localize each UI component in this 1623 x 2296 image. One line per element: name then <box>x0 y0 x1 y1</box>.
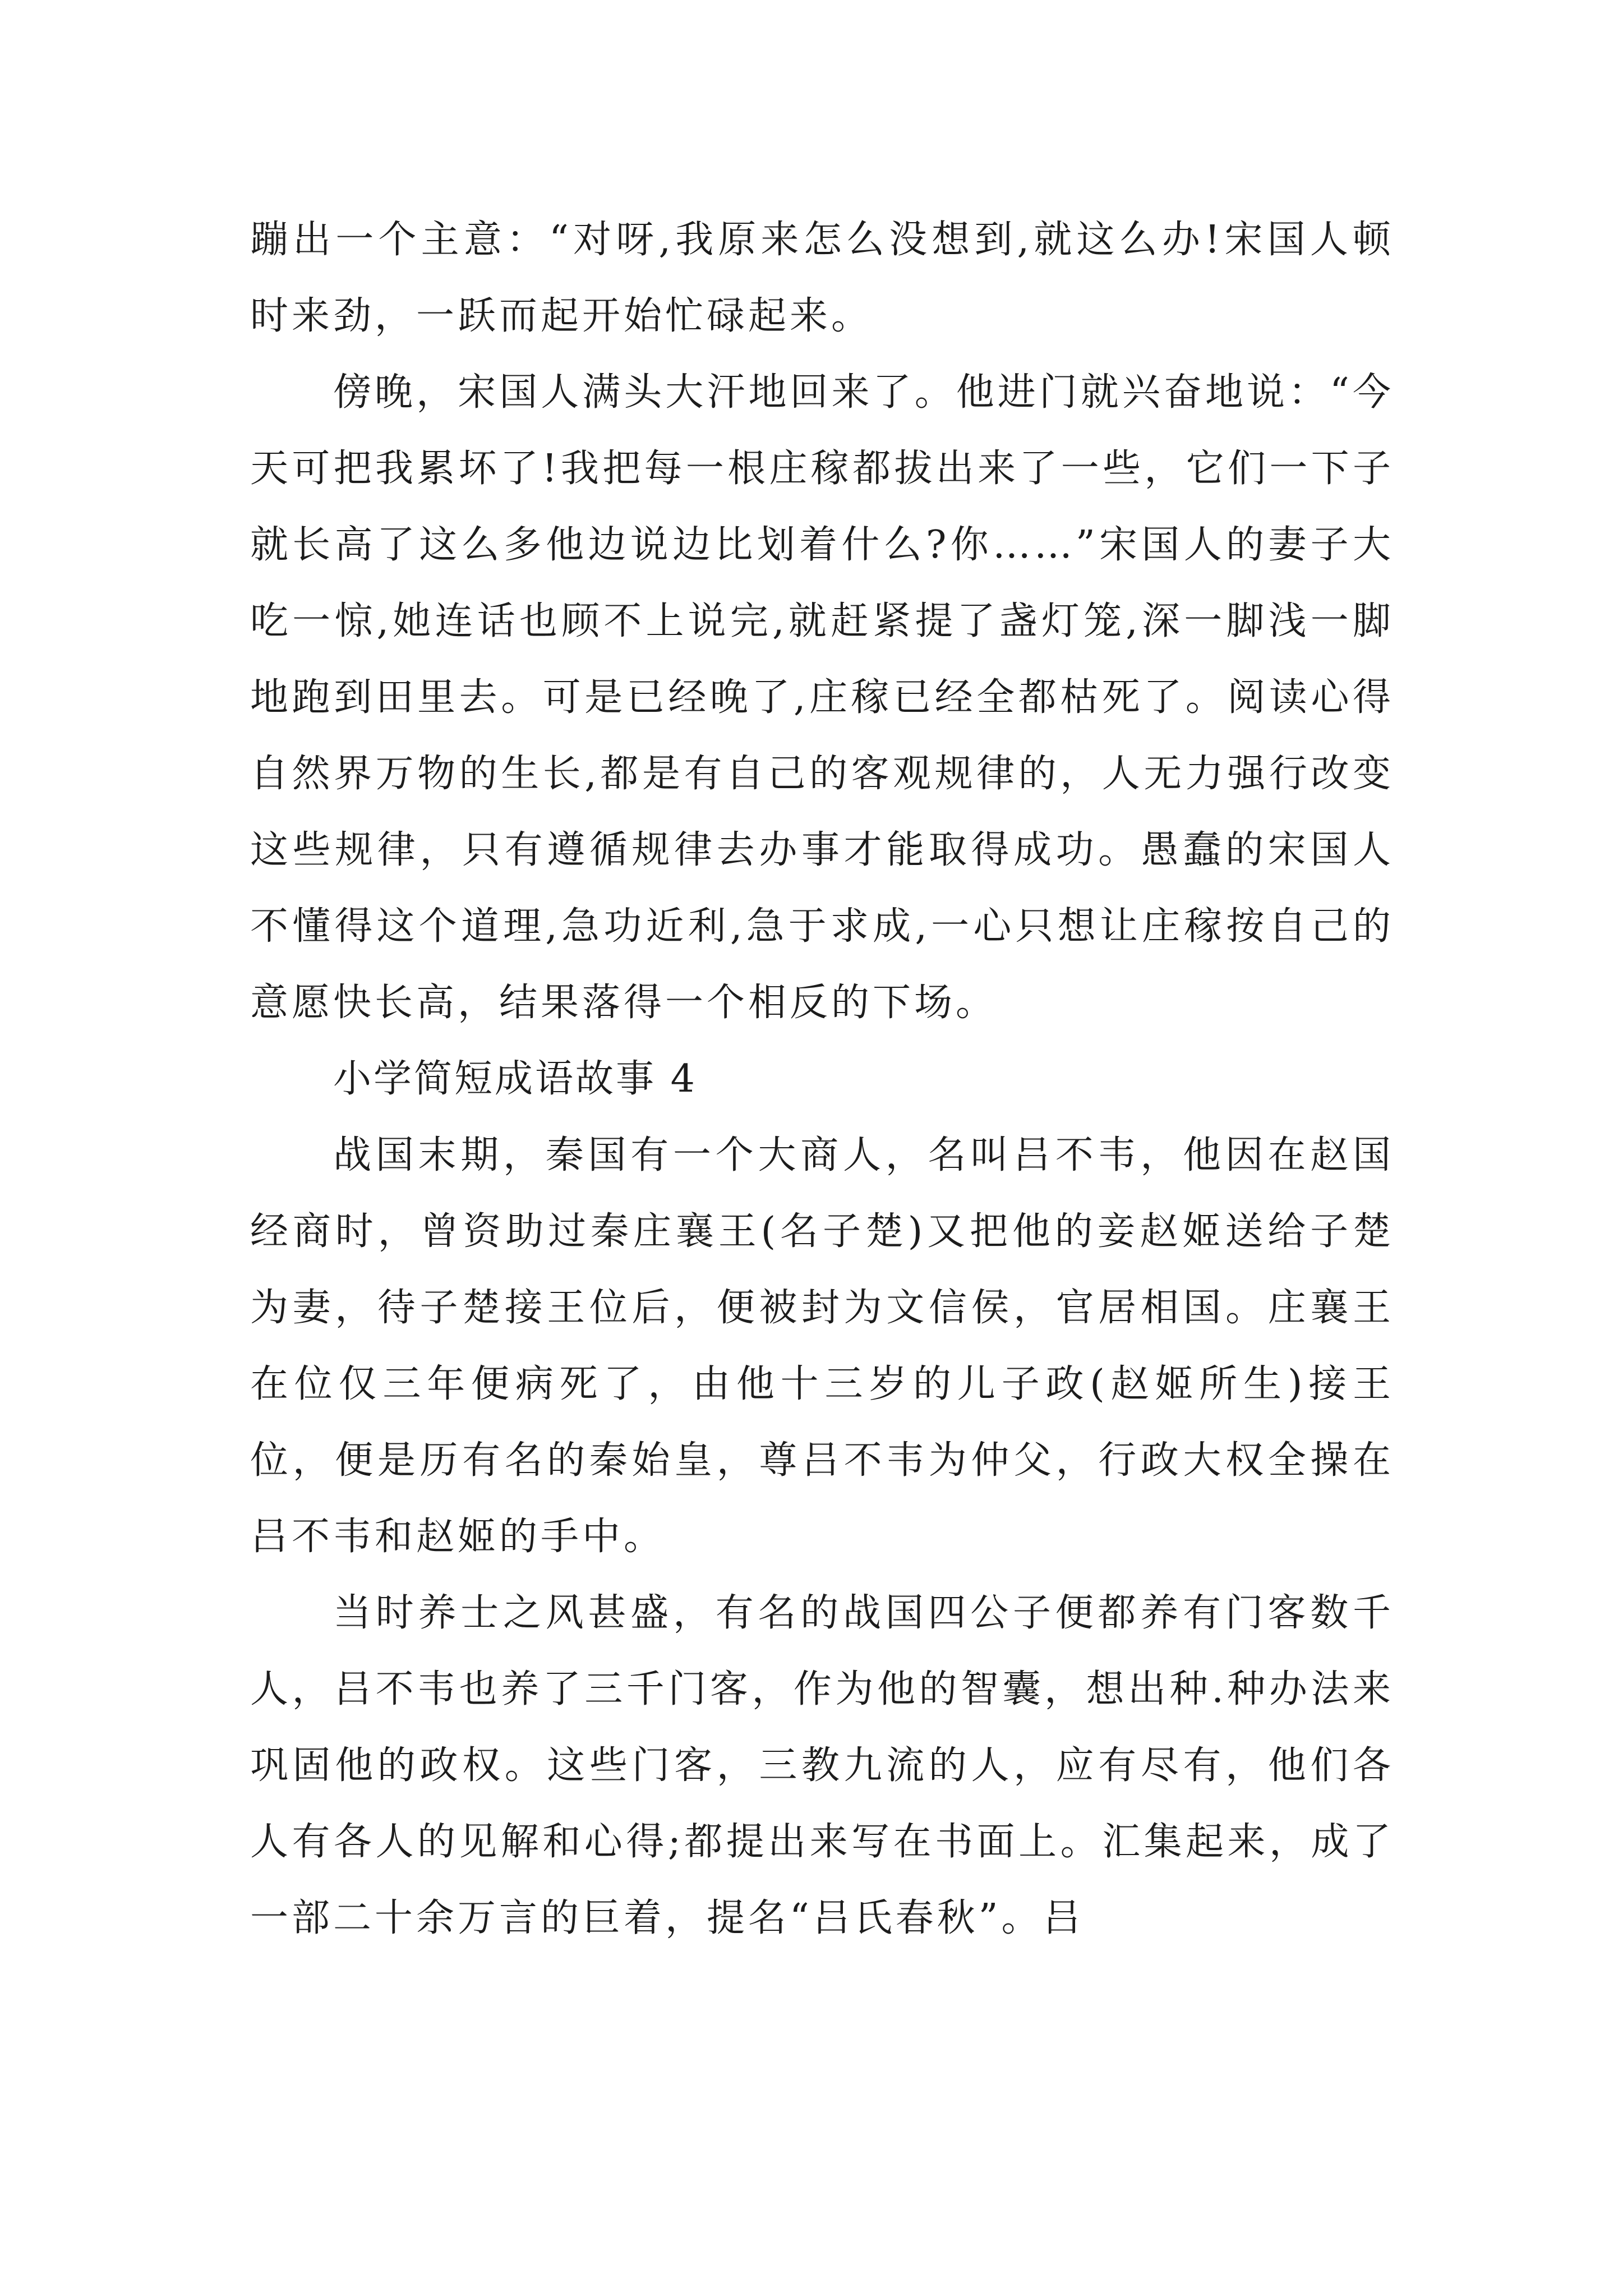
paragraph-evening-return: 傍晚，宋国人满头大汗地回来了。他进门就兴奋地说：“今天可把我累坏了!我把每一根庄稼都拔出来了一些，它们一下子就长高了这么多他边说边比划着什么?你……”宋国人的妻子大吃一惊,她连话也顾不上说完,就赶紧提了盏灯笼,深一脚浅一脚地跑到田里去。可是已经晚了,庄稼已经全都枯死了。阅读心得自然界万物的生长,都是有自己的客观规律的，人无力强行改变这些规律，只有遵循规律去办事才能取得成功。愚蠢的宋国人不懂得这个道理,急功近利,急于求成,一心只想让庄稼按自己的意愿快长高，结果落得一个相反的下场。 <box>250 370 1395 1025</box>
section-heading: 小学简短成语故事 4 <box>333 1057 697 1101</box>
paragraph-continuation: 蹦出一个主意：“对呀,我原来怎么没想到,就这么办!宋国人顿时来劲，一跃而起开始忙碌起来。 <box>250 218 1394 338</box>
paragraph-retainers: 当时养士之风甚盛，有名的战国四公子便都养有门客数千人，吕不韦也养了三千门客，作为他的智囊，想出种.种办法来巩固他的政权。这些门客，三教九流的人，应有尽有，他们各人有各人的见解和心得;都提出来写在书面上。汇集起来，成了一部二十余万言的巨着，提名“吕氏春秋”。吕 <box>250 1591 1394 1940</box>
paragraph-lv-buwei-intro: 战国末期，秦国有一个大商人，名叫吕不韦，他因在赵国经商时，曾资助过秦庄襄王(名子楚)又把他的妾赵姬送给子楚为妻，待子楚接王位后，便被封为文信侯，官居相国。庄襄王在位仅三年便病死了，由他十三岁的儿子政(赵姬所生)接王位，便是历有名的秦始皇，尊吕不韦为仲父，行政大权全操在吕不韦和赵姬的手中。 <box>250 1133 1394 1559</box>
document-body <box>250 202 1394 1957</box>
